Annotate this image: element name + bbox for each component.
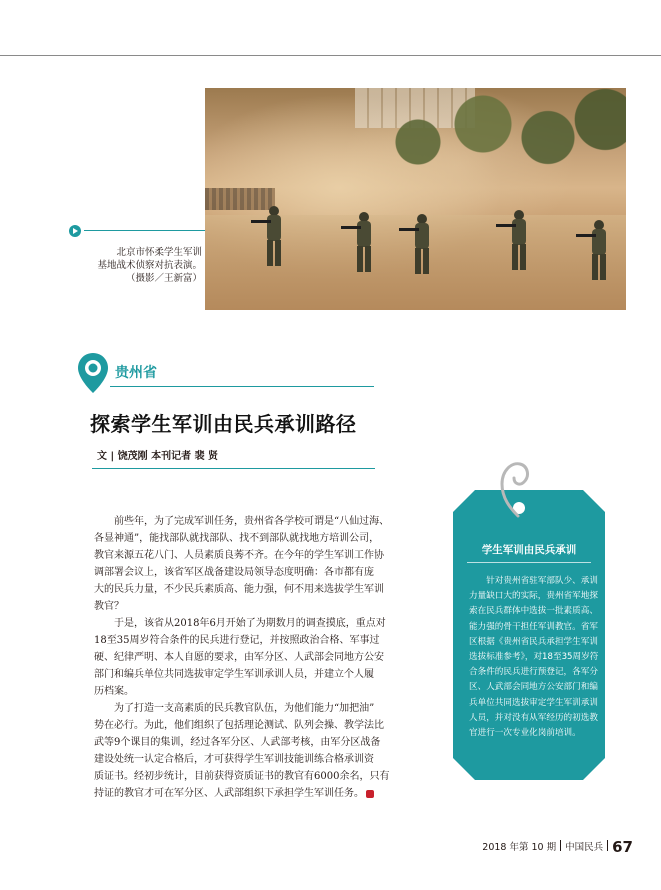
photo-soldier bbox=[265, 206, 283, 268]
sidebar-line: 区、人武部会同地方公安部门和编 bbox=[469, 682, 598, 693]
body-line: 质证书。经初步统计，目前获得资质证书的教官有6000余名，只有 bbox=[94, 771, 390, 782]
body-line-last bbox=[94, 785, 384, 802]
body-line: 于是，该省从2018年6月开始了为期数月的调查摸底，重点对 bbox=[94, 618, 386, 629]
province-rule bbox=[110, 386, 374, 387]
sidebar-line: 人员，并对没有从军经历的初选教 bbox=[469, 712, 598, 723]
sidebar-rule bbox=[467, 562, 591, 563]
sidebar-line: 针对贵州省驻军部队少、承训 bbox=[469, 576, 598, 586]
sidebar-line: 力量缺口大的实际，贵州省军地探 bbox=[469, 591, 598, 602]
body-line: 教官？ bbox=[94, 601, 124, 612]
photo-soldier bbox=[510, 210, 528, 272]
body-line: 18至35周岁符合条件的民兵进行登记，并按照政治合格、军事过 bbox=[94, 635, 380, 646]
sidebar-tag bbox=[453, 490, 605, 780]
photo-background-trees bbox=[366, 88, 626, 178]
province-label: 贵州省 bbox=[115, 365, 157, 381]
body-line: 调部署会议上，该省军区战备建设局领导态度明确：各市都有庞 bbox=[94, 567, 374, 578]
article-byline: 文 | 饶茂刚 本刊记者 裴 贤 bbox=[97, 451, 219, 462]
caption-text bbox=[66, 246, 202, 285]
body-line: 硬、纪律严明、本人自愿的要求，由军分区、人武部会同地方公安 bbox=[94, 652, 384, 663]
caption-line: 基地战术侦察对抗表演。 bbox=[97, 260, 202, 271]
body-line: 大的民兵力量，不少民兵素质高、能力强，何不用来选拔学生军训 bbox=[94, 584, 384, 595]
body-line: 势在必行。为此，他们组织了包括理论测试、队列会操、教学法比 bbox=[94, 720, 384, 731]
article-title: 探索学生军训由民兵承训路径 bbox=[90, 412, 357, 436]
sidebar-title: 学生军训由民兵承训 bbox=[481, 544, 577, 556]
photo-soldier bbox=[590, 220, 608, 282]
training-photo bbox=[205, 88, 626, 310]
tag-hook-icon bbox=[492, 458, 536, 522]
body-line: 部门和编兵单位共同选拔审定学生军训承训人员，并建立个人履 bbox=[94, 669, 374, 680]
caption-rule bbox=[84, 230, 205, 231]
sidebar-line: 区根据《贵州省民兵承担学生军训 bbox=[469, 636, 598, 647]
end-of-article-icon bbox=[366, 790, 374, 798]
page-footer bbox=[482, 838, 633, 856]
footer-separator bbox=[560, 840, 561, 851]
page-number: 67 bbox=[612, 838, 633, 856]
sidebar-line: 合条件的民兵进行预登记，各军分 bbox=[469, 667, 598, 678]
sidebar-line: 索在民兵群体中选拔一批素质高、 bbox=[469, 606, 598, 617]
magazine-name: 中国民兵 bbox=[565, 842, 604, 853]
body-line: 历档案。 bbox=[94, 686, 134, 697]
body-line: 持证的教官才可在军分区、人武部组织下承担学生军训任务。 bbox=[94, 788, 364, 799]
article-body bbox=[94, 513, 390, 802]
body-line: 武等9个课目的集训，经过各军分区、人武部考核，由军分区战备 bbox=[94, 737, 381, 748]
body-line: 建设处统一认定合格后，才可获得学生军训技能训练合格承训资 bbox=[94, 754, 374, 765]
body-line: 前些年，为了完成军训任务，贵州省各学校可谓是“八仙过海、 bbox=[94, 516, 390, 527]
sidebar-line: 能力强的骨干担任军训教官。省军 bbox=[469, 621, 598, 632]
sidebar-line: 官进行一次专业化岗前培训。 bbox=[469, 727, 581, 738]
header-rule bbox=[0, 55, 661, 56]
sidebar-body bbox=[469, 574, 599, 741]
photo-caption bbox=[66, 222, 205, 310]
photo-soldier bbox=[413, 214, 431, 276]
caption-line: （摄影／王新富） bbox=[125, 273, 202, 284]
play-icon bbox=[69, 225, 81, 237]
caption-line: 北京市怀柔学生军训 bbox=[116, 247, 202, 258]
location-pin-icon bbox=[76, 351, 110, 395]
byline-rule bbox=[92, 468, 375, 469]
issue-label: 2018 年第 10 期 bbox=[482, 842, 557, 853]
body-line: 教官来源五花八门、人员素质良莠不齐。在今年的学生军训工作协 bbox=[94, 550, 384, 561]
body-line: 为了打造一支高素质的民兵教官队伍，为他们能力“加把油” bbox=[94, 703, 375, 714]
photo-soldier bbox=[355, 212, 373, 274]
sidebar-line: 选拔标准参考》，对18至35周岁符 bbox=[469, 651, 599, 662]
footer-separator bbox=[607, 840, 608, 851]
body-line: 各显神通”，能找部队就找部队、找不到部队就找地方培训公司， bbox=[94, 533, 380, 544]
sidebar-line: 兵单位共同选拔审定学生军训承训 bbox=[469, 697, 598, 708]
